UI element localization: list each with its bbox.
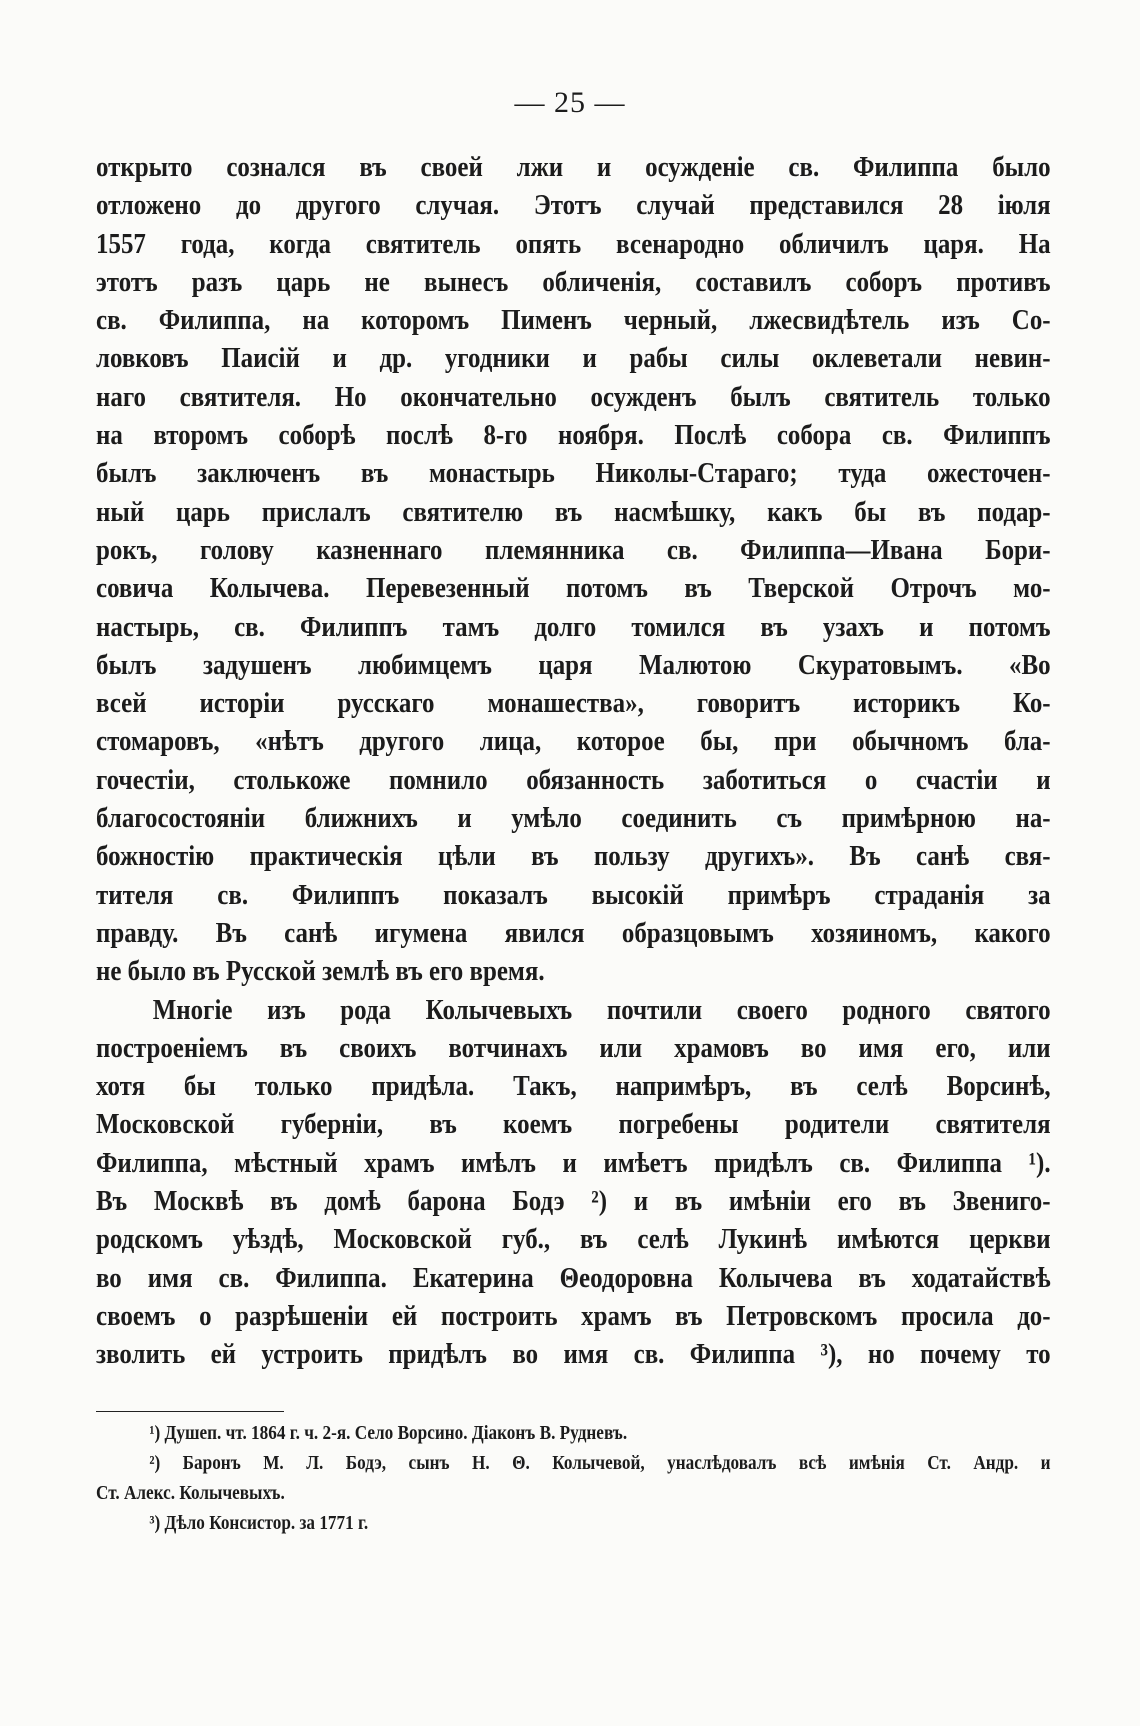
text-line: всей исторіи русскаго монашества», говоритъ историкъ Ко- [96, 687, 1051, 720]
text-line: совича Колычева. Перевезенный потомъ въ Тверской Отрочъ мо- [96, 572, 1051, 605]
text-line: благосостояніи ближнихъ и умѣло соединить съ примѣрною на- [96, 802, 1051, 835]
text-line: рокъ, голову казненнаго племянника св. Филиппа—Ивана Бори- [96, 533, 1051, 566]
text-line: гочестіи, столькоже помнило обязанность заботиться о счастіи и [96, 763, 1051, 796]
text-line: правду. Въ санѣ игумена явился образцовымъ хозяиномъ, какого [96, 916, 1051, 949]
page-number: — 25 — [514, 86, 626, 119]
text-line: на второмъ соборѣ послѣ 8-го ноября. Послѣ собора св. Филиппъ [96, 419, 1051, 452]
text-line: отложено до другого случая. Этотъ случай представился 28 іюля [96, 189, 1051, 222]
text-line: тителя св. Филиппъ показалъ высокій примѣръ страданія за [96, 878, 1051, 911]
text-line: божностію практическія цѣли въ пользу другихъ». Въ санѣ свя- [96, 840, 1051, 873]
text-line: наго святителя. Но окончательно осужденъ былъ святитель только [96, 380, 1051, 413]
body-text [96, 148, 1051, 1374]
text-line: Московской губерніи, въ коемъ погребены родители святителя [96, 1108, 1051, 1141]
text-line: хотя бы только придѣла. Такъ, напримѣръ, въ селѣ Ворсинѣ, [96, 1070, 1051, 1103]
text-line: ловковъ Паисій и др. угодники и рабы силы оклеветали невин- [96, 342, 1051, 375]
text-line: зволить ей устроить придѣлъ во имя св. Филиппа ³), но почему то [96, 1338, 1051, 1371]
footnote: Ст. Алекс. Колычевыхъ. [96, 1482, 285, 1504]
text-line: своемъ о разрѣшеніи ей построить храмъ въ Петровскомъ просила до- [96, 1299, 1051, 1332]
text-line: построеніемъ въ своихъ вотчинахъ или храмовъ во имя его, или [96, 1031, 1051, 1064]
footnote: ²) Баронъ М. Л. Бодэ, сынъ Н. Θ. Колычевой, унаслѣдовалъ всѣ имѣнія Ст. Андр. и [149, 1452, 1051, 1474]
text-line: былъ задушенъ любимцемъ царя Малютою Скуратовымъ. «Во [96, 648, 1051, 681]
text-line: св. Филиппа, на которомъ Пименъ черный, лжесвидѣтель изъ Со- [96, 304, 1051, 337]
text-line: Многіе изъ рода Колычевыхъ почтили своего родного святого [152, 993, 1051, 1026]
text-line: открыто сознался въ своей лжи и осужденіе св. Филиппа было [96, 151, 1051, 183]
text-line: 1557 года, когда святитель опять всенародно обличилъ царя. На [96, 227, 1051, 260]
footnote: ¹) Душеп. чт. 1864 г. ч. 2-я. Село Ворсино. Діаконъ В. Рудневъ. [149, 1422, 628, 1444]
text-line: былъ заключенъ въ монастырь Николы-Стараго; туда ожесточен- [96, 457, 1051, 490]
text-line: Филиппа, мѣстный храмъ имѣлъ и имѣетъ придѣлъ св. Филиппа ¹). [96, 1146, 1051, 1179]
text-line: родскомъ уѣздѣ, Московской губ., въ селѣ Лукинѣ имѣются церкви [96, 1223, 1051, 1256]
text-line: во имя св. Филиппа. Екатерина Θеодоровна Колычева въ ходатайствѣ [96, 1261, 1051, 1294]
footnote-divider [96, 1411, 284, 1412]
footnotes [96, 1418, 1051, 1538]
text-line: настырь, св. Филиппъ тамъ долго томился въ узахъ и потомъ [96, 610, 1051, 643]
text-line: ный царь прислалъ святителю въ насмѣшку, какъ бы въ подар- [96, 495, 1051, 528]
text-line: этотъ разъ царь не вынесъ обличенія, составилъ соборъ противъ [96, 265, 1051, 298]
footnote: ³) Дѣло Консистор. за 1771 г. [149, 1512, 369, 1534]
text-line: стомаровъ, «нѣтъ другого лица, которое бы, при обычномъ бла- [96, 725, 1051, 758]
text-line: не было въ Русской землѣ въ его время. [96, 955, 545, 988]
text-line: Въ Москвѣ въ домѣ барона Бодэ ²) и въ имѣніи его въ Звениго- [96, 1185, 1051, 1218]
